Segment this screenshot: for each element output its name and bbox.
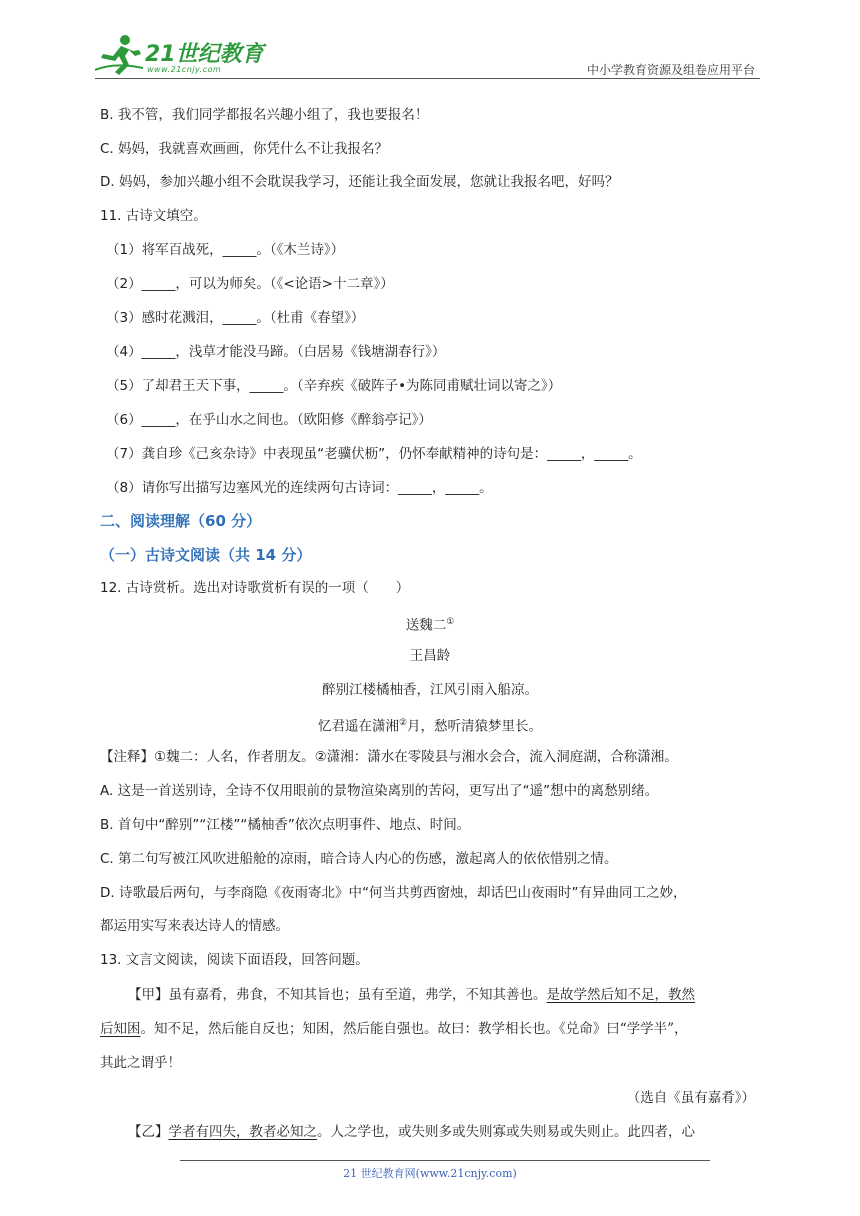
runner-logo-icon: [95, 32, 145, 76]
passage-jia-line-3: 其此之谓乎！: [100, 1055, 181, 1071]
q11-item-3: （3）感时花溅泪，_____。（杜甫《春望》）: [106, 310, 365, 326]
logo-url: www.21cnjy.com: [147, 65, 222, 74]
q12-option-d-line-1: D. 诗歌最后两句，与李商隐《夜雨寄北》中“何当共剪西窗烛，却话巴山夜雨时”有异曲同工之妙，: [100, 885, 687, 901]
question-13: 13. 文言文阅读，阅读下面语段，回答问题。: [100, 952, 369, 968]
header-divider: [95, 78, 760, 79]
option-c: C. 妈妈，我就喜欢画画，你凭什么不让我报名？: [100, 141, 389, 157]
option-b: B. 我不管，我们同学都报名兴趣小组了，我也要报名！: [100, 107, 429, 123]
logo-text: 21世纪教育: [145, 42, 264, 67]
q11-item-6: （6）_____，在乎山水之间也。（欧阳修《醉翁亭记》）: [106, 412, 432, 428]
q11-item-1: （1）将军百战死，_____。（《木兰诗》）: [106, 242, 345, 258]
q12-option-b: B. 首句中“醉别”“江楼”“橘柚香”依次点明事件、地点、时间。: [100, 817, 471, 833]
logo: [95, 32, 265, 76]
q11-item-7: （7）龚自珍《己亥杂诗》中表现虽“老骥伏枥”，仍怀奉献精神的诗句是：_____，_____。: [106, 446, 642, 462]
platform-name: 中小学教育资源及组卷应用平台: [586, 63, 755, 77]
poem-author: 王昌龄: [409, 648, 451, 664]
question-12: 12. 古诗赏析。选出对诗歌赏析有误的一项（ ）: [100, 580, 410, 596]
underlined-sentence-cont: 后知困: [100, 1021, 141, 1037]
poem-line-1: 醉别江楼橘柚香，江风引雨入船凉。: [322, 682, 538, 698]
passage-source: （选自《虽有嘉肴》）: [626, 1090, 755, 1106]
underlined-sentence: 是故学然后知不足，教然: [546, 987, 695, 1003]
page-header: [95, 28, 760, 78]
question-11: 11. 古诗文填空。: [100, 208, 207, 224]
poem-title: 送魏二①: [405, 617, 455, 634]
q12-option-a: A. 这是一首送别诗，全诗不仅用眼前的景物渲染离别的苦闷，更写出了“遥”想中的离愁别绪。: [100, 783, 659, 799]
q11-item-5: （5）了却君王天下事，_____。（辛弃疾《破阵子•为陈同甫赋壮词以寄之》）: [106, 378, 562, 394]
option-d: D. 妈妈，参加兴趣小组不会耽误我学习，还能让我全面发展，您就让我报名吧，好吗？: [100, 174, 619, 190]
q11-item-4: （4）_____，浅草才能没马蹄。（白居易《钱塘湖春行》）: [106, 344, 446, 360]
footer-text: 21 世纪教育网(www.21cnjy.com): [343, 1167, 517, 1180]
q12-option-c: C. 第二句写被江风吹进船舱的凉雨，暗合诗人内心的伤感，激起离人的依依惜别之情。: [100, 851, 618, 867]
q11-item-8: （8）请你写出描写边塞风光的连续两句古诗词：_____，_____。: [106, 480, 493, 496]
section-2-1-heading: （一）古诗文阅读（共 14 分）: [100, 546, 312, 564]
poem-notes: 【注释】①魏二：人名，作者朋友。②潇湘：潇水在零陵县与湘水会合，流入洞庭湖，合称潇湘。: [100, 749, 678, 765]
section-2-heading: 二、阅读理解（60 分）: [100, 512, 262, 530]
underlined-phrase: 学者有四失，教者必知之: [168, 1124, 317, 1140]
q11-item-2: （2）_____，可以为师矣。（《<论语>十二章》）: [106, 276, 394, 292]
poem-line-2: 忆君遥在潇湘②月，愁听清猿梦里长。: [317, 718, 543, 735]
passage-jia-line-2: 后知困。知不足，然后能自反也；知困，然后能自强也。故曰：教学相长也。《兑命》曰“学学半”，: [100, 1021, 688, 1037]
passage-yi-line-1: 【乙】学者有四失，教者必知之。人之学也，或失则多或失则寡或失则易或失则止。此四者，心: [128, 1124, 695, 1140]
q12-option-d-line-2: 都运用实写来表达诗人的情感。: [100, 918, 289, 934]
passage-jia-line-1: 【甲】虽有嘉肴，弗食，不知其旨也；虽有至道，弗学，不知其善也。是故学然后知不足，教然: [128, 987, 695, 1003]
footer-divider: [180, 1160, 710, 1161]
